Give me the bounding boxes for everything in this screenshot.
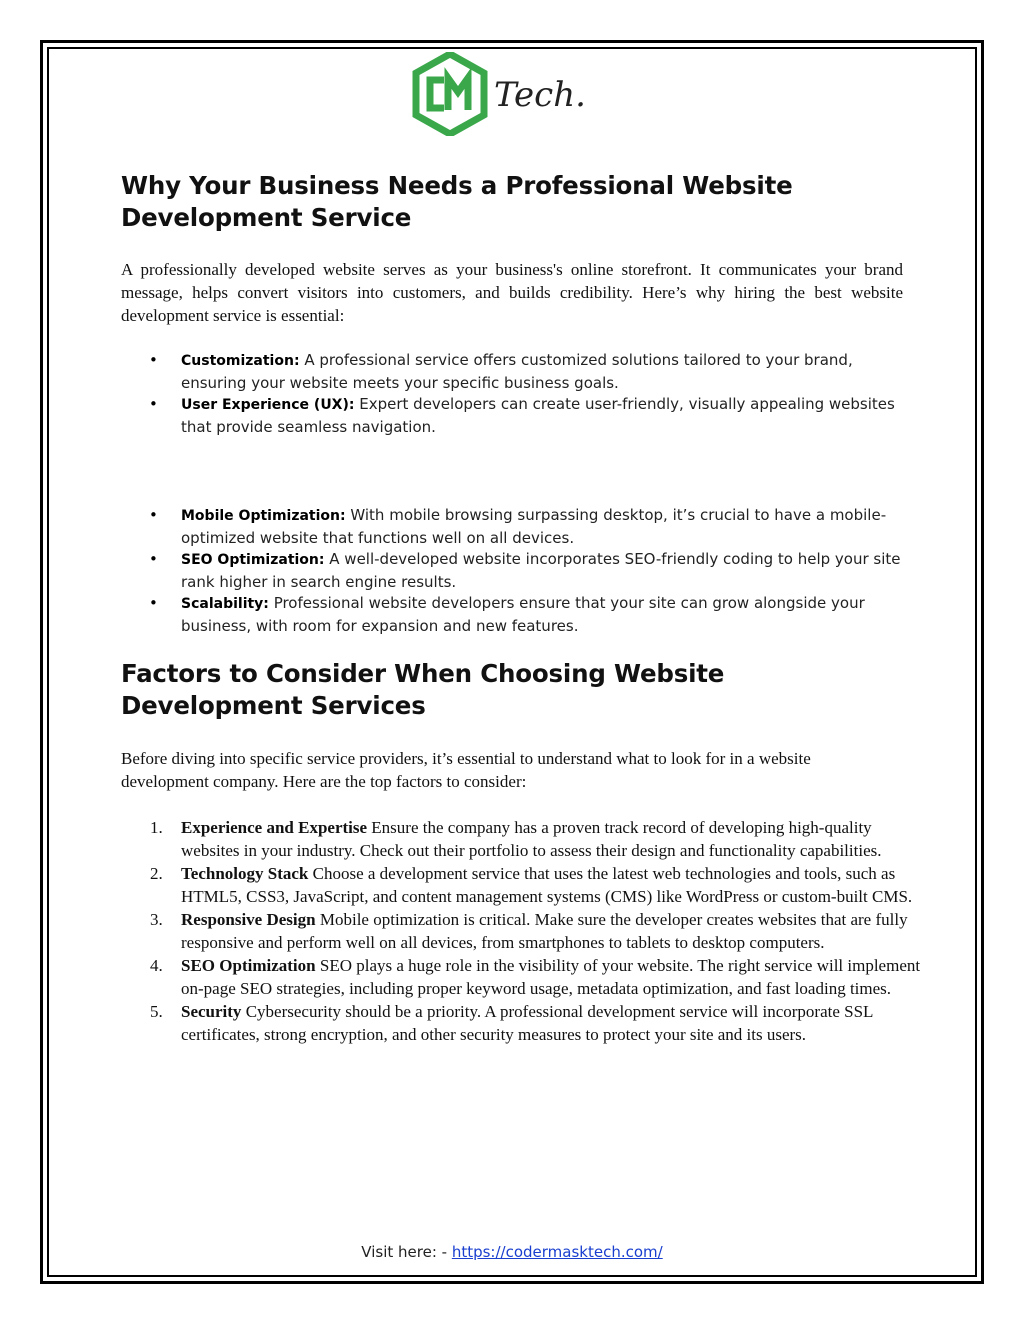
list-item: • Scalability: Professional website developers ensure that your site can grow alongside your business, with room for expansion and new features. [181,593,911,637]
section2-heading: Factors to Consider When Choosing Website Development Services [121,659,725,720]
logo-wordmark: Tech. [494,75,586,115]
list-item: 4. SEO Optimization SEO plays a huge role in the visibility of your website. The right service will implement on-page SEO strategies, including proper keyword usage, metadata optimization, and fast loading times. [150,956,921,998]
website-link[interactable]: https://codermasktech.com/ [451,1243,663,1261]
list-item: 5. Security Cybersecurity should be a priority. A professional development service will incorporate SSL certificates, strong encryption, and other security measures to protect your site and its users. [150,1002,873,1044]
benefits-list-b [121,505,911,637]
list-item: 2. Technology Stack Choose a development service that uses the latest web technologies and tools, such as HTML5, CSS3, JavaScript, and content management systems (CMS) like WordPress or custom-built CMS. [150,864,913,906]
list-item: • Customization: A professional service offers customized solutions tailored to your brand, ensuring your website meets your specific business goals. [181,350,911,394]
list-item: 3. Responsive Design Mobile optimization is critical. Make sure the developer creates websites that are fully responsive and perform well on all devices, from smartphones to tablets to desktop computers. [150,910,908,952]
section2-intro: Before diving into specific service providers, it’s essential to understand what to look for in a website development company. Here are the top factors to consider: [121,749,811,791]
factors-list [121,816,921,1046]
section1-heading: Why Your Business Needs a Professional Website Development Service [121,171,793,232]
list-item: • Mobile Optimization: With mobile browsing surpassing desktop, it’s crucial to have a mobile-optimized website that functions well on all devices. [181,505,911,549]
footer [0,1243,1024,1261]
logo-m-mark [448,78,468,110]
logo-c-mark [430,80,444,108]
list-item: • User Experience (UX): Expert developers can create user-friendly, visually appealing websites that provide seamless navigation. [181,394,911,438]
section1-intro: A professionally developed website serves as your business's online storefront. It communicates your brand message, helps convert visitors into customers, and builds credibility. Here’s why hiring the best website development service is essential: [121,260,903,325]
list-item: 1. Experience and Expertise Ensure the company has a proven track record of developing high-quality websites in your industry. Check out their portfolio to assess their design and functionality capabilities. [150,818,882,860]
benefits-list-a [121,350,911,438]
footer-label: Visit here: - [361,1243,452,1261]
list-item: • SEO Optimization: A well-developed website incorporates SEO-friendly coding to help your site rank higher in search engine results. [181,549,911,593]
cm-tech-logo [410,52,590,136]
